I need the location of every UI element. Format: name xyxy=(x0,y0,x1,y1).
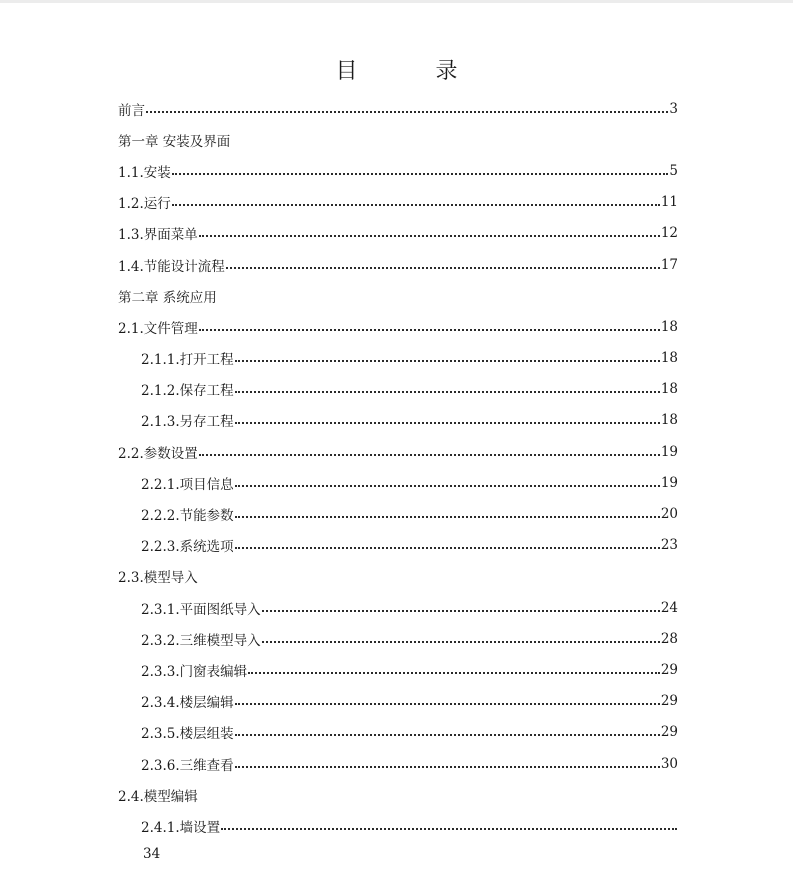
toc-entry-page-number: 19 xyxy=(660,474,678,491)
toc-entry-title: 2.3.5.楼层组装 xyxy=(141,726,234,743)
toc-dot-leader xyxy=(235,412,660,424)
toc-dot-leader xyxy=(199,319,660,331)
toc-dot-leader xyxy=(172,163,669,175)
toc-entry-title: 2.3.1.平面图纸导入 xyxy=(141,601,261,618)
toc-entry[interactable] xyxy=(118,654,678,685)
toc-dot-leader xyxy=(146,101,668,113)
toc-title-char-1: 目 xyxy=(335,59,358,84)
toc-entry[interactable] xyxy=(118,343,678,374)
toc-entry-page-number: 30 xyxy=(660,755,678,772)
toc-dot-leader xyxy=(235,756,660,768)
toc-dot-leader xyxy=(248,662,660,674)
toc-entry[interactable] xyxy=(118,498,678,529)
toc-entry[interactable] xyxy=(118,810,678,841)
toc-entry[interactable] xyxy=(118,280,678,311)
toc-dot-leader xyxy=(235,724,660,736)
toc-entry[interactable] xyxy=(118,530,678,561)
toc-entry-title: 2.1.3.另存工程 xyxy=(141,414,234,431)
toc-entry[interactable] xyxy=(118,436,678,467)
toc-dot-leader xyxy=(235,506,660,518)
toc-entry[interactable] xyxy=(118,405,678,436)
toc-entry-title: 第一章 安装及界面 xyxy=(118,133,231,150)
toc-title-char-2: 录 xyxy=(435,59,458,84)
toc-entry[interactable] xyxy=(118,187,678,218)
toc-dot-leader xyxy=(199,444,660,456)
toc-entry[interactable] xyxy=(118,686,678,717)
toc-entry-title: 2.3.4.楼层编辑 xyxy=(141,695,234,712)
toc-entry-page-number: 12 xyxy=(660,225,678,242)
toc-entry-title: 1.2.运行 xyxy=(118,196,171,213)
toc-entry-page-number: 18 xyxy=(660,412,678,429)
toc-dot-leader xyxy=(235,381,660,393)
toc-entry-title: 2.1.文件管理 xyxy=(118,320,198,337)
toc-entry-title: 2.2.3.系统选项 xyxy=(141,539,234,556)
toc-entry-page-number: 29 xyxy=(660,661,678,678)
toc-entry-page-number: 11 xyxy=(660,194,678,211)
toc-entry-title: 2.2.2.节能参数 xyxy=(141,508,234,525)
toc-entry[interactable] xyxy=(118,717,678,748)
toc-title xyxy=(0,54,793,85)
toc-entry-title: 1.3.界面菜单 xyxy=(118,227,198,244)
toc-entry[interactable] xyxy=(118,374,678,405)
toc-entry-page-number: 20 xyxy=(660,506,678,523)
toc-dot-leader xyxy=(235,350,660,362)
toc-entry-title: 2.3.模型导入 xyxy=(118,570,198,587)
continuation-page-number: 34 xyxy=(143,846,161,862)
toc-dot-leader xyxy=(172,194,660,206)
toc-entry-page-number: 5 xyxy=(669,162,678,179)
toc-entry[interactable] xyxy=(118,467,678,498)
toc-entry[interactable] xyxy=(118,218,678,249)
toc-entry-page-number: 19 xyxy=(660,443,678,460)
toc-entry-page-number: 29 xyxy=(660,724,678,741)
toc-entry[interactable] xyxy=(118,623,678,654)
toc-entry-title: 2.3.2.三维模型导入 xyxy=(141,632,261,649)
toc-dot-leader xyxy=(262,600,660,612)
toc-dot-leader xyxy=(199,225,660,237)
toc-entry[interactable] xyxy=(118,561,678,592)
toc-entry-title: 2.3.3.门窗表编辑 xyxy=(141,663,248,680)
toc-entry[interactable] xyxy=(118,779,678,810)
table-of-contents xyxy=(118,93,678,842)
toc-entry-title: 2.4.模型编辑 xyxy=(118,788,198,805)
toc-entry-title: 2.3.6.三维查看 xyxy=(141,757,234,774)
toc-entry-title: 1.1.安装 xyxy=(118,164,171,181)
toc-entry-title: 1.4.节能设计流程 xyxy=(118,258,225,275)
toc-entry-title: 第二章 系统应用 xyxy=(118,289,217,306)
toc-entry-page-number: 18 xyxy=(660,381,678,398)
toc-entry[interactable] xyxy=(118,311,678,342)
toc-entry[interactable] xyxy=(118,93,678,124)
toc-entry-title: 2.1.2.保存工程 xyxy=(141,383,234,400)
toc-dot-leader xyxy=(226,257,660,269)
toc-entry-title: 前言 xyxy=(118,102,145,119)
toc-dot-leader xyxy=(221,818,677,830)
toc-entry-page-number: 28 xyxy=(660,630,678,647)
toc-dot-leader xyxy=(235,475,660,487)
toc-entry-title: 2.2.参数设置 xyxy=(118,445,198,462)
toc-dot-leader xyxy=(235,693,660,705)
toc-entry-page-number: 24 xyxy=(660,599,678,616)
toc-entry[interactable] xyxy=(118,155,678,186)
toc-entry-title: 2.1.1.打开工程 xyxy=(141,352,234,369)
toc-entry-title: 2.4.1.墙设置 xyxy=(141,819,221,836)
toc-dot-leader xyxy=(235,537,660,549)
toc-entry[interactable] xyxy=(118,124,678,155)
toc-dot-leader xyxy=(262,631,660,643)
toc-entry[interactable] xyxy=(118,592,678,623)
toc-entry-page-number: 17 xyxy=(660,256,678,273)
toc-entry-title: 2.2.1.项目信息 xyxy=(141,476,234,493)
toc-entry-page-number: 18 xyxy=(660,318,678,335)
toc-entry[interactable] xyxy=(118,249,678,280)
toc-entry[interactable] xyxy=(118,748,678,779)
toc-entry-page-number: 3 xyxy=(669,100,678,117)
toc-entry-page-number: 18 xyxy=(660,350,678,367)
toc-entry-page-number: 23 xyxy=(660,537,678,554)
toc-entry-page-number: 29 xyxy=(660,693,678,710)
